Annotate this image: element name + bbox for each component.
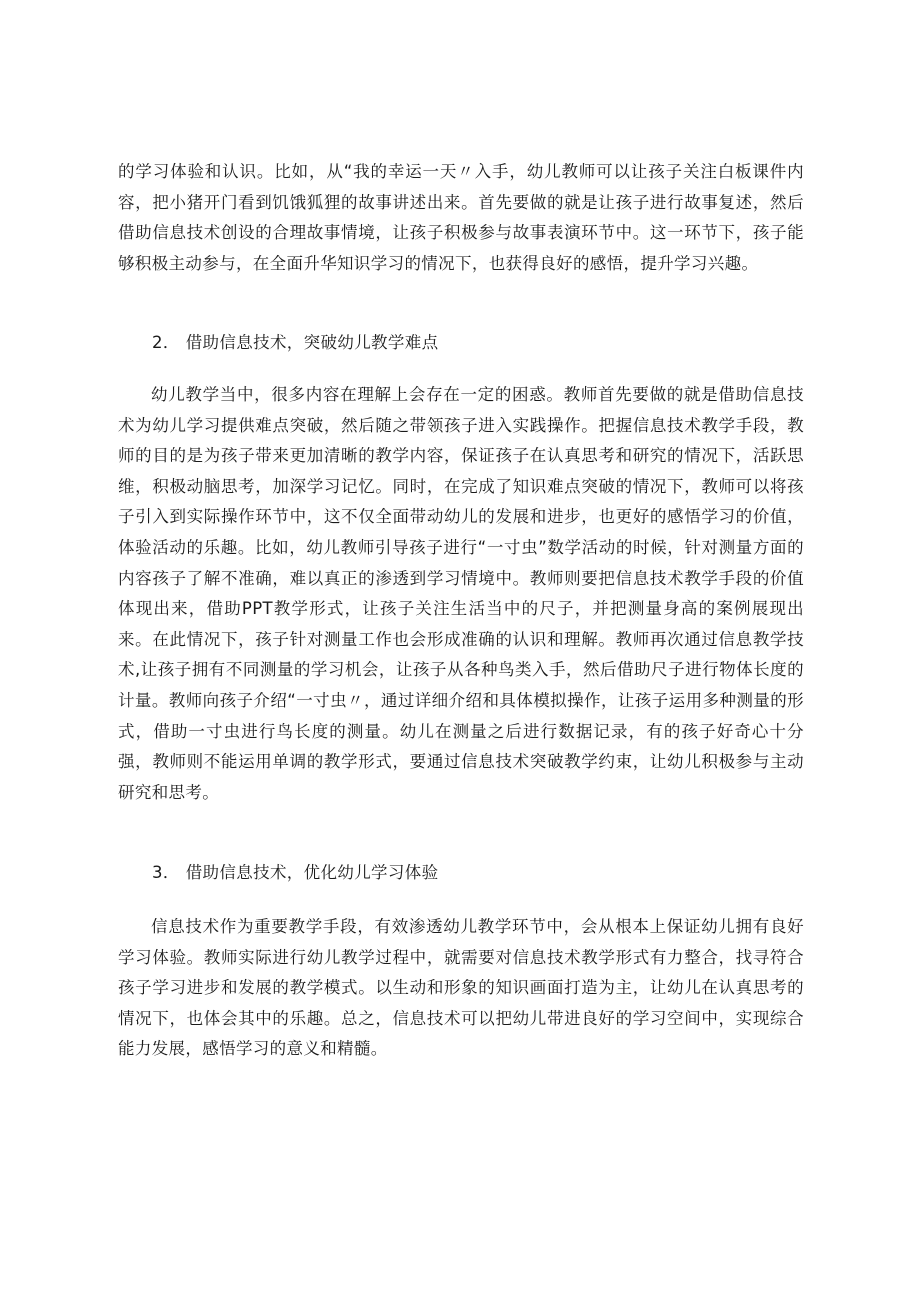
section-2-number: 2． [152, 333, 180, 352]
section-3-number: 3． [152, 863, 180, 882]
section-2-title: 借助信息技术，突破幼儿教学难点 [185, 333, 439, 352]
section-3-heading [152, 858, 438, 888]
section-3-title: 借助信息技术，优化幼儿学习体验 [185, 863, 439, 882]
section-2-paragraph: 幼儿教学当中，很多内容在理解上会存在一定的困惑。教师首先要做的就是借助信息技术为幼儿学习提供难点突破，然后随之带领孩子进入实践操作。把握信息技术教学手段，教师的目的是为孩子带来更加清晰的教学内容，保证孩子在认真思考和研究的情况下，活跃思维，积极动脑思考，加深学习记忆。同时，在完成了知识难点突破的情况下，教师可以将孩子引入到实际操作环节中，这不仅全面带动幼儿的发展和进步，也更好的感悟学习的价值，体验活动的乐趣。比如，幼儿教师引导孩子进行“一寸虫”数学活动的时候，针对测量方面的内容孩子了解不准确，难以真正的渗透到学习情境中。教师则要把信息技术教学手段的价值体现出来，借助PPT教学形式，让孩子关注生活当中的尺子，并把测量身高的案例展现出来。在此情况下，孩子针对测量工作也会形成准确的认识和理解。教师再次通过信息教学技术,让孩子拥有不同测量的学习机会，让孩子从各种鸟类入手，然后借助尺子进行物体长度的计量。教师向孩子介绍“一寸虫〃，通过详细介绍和具体模拟操作，让孩子运用多种测量的形式，借助一寸虫进行鸟长度的测量。幼儿在测量之后进行数据记录，有的孩子好奇心十分强，教师则不能运用单调的教学形式，要通过信息技术突破教学约束，让幼儿积极参与主动研究和思考。 [118, 385, 804, 802]
section-3-paragraph: 信息技术作为重要教学手段，有效渗透幼儿教学环节中，会从根本上保证幼儿拥有良好学习体验。教师实际进行幼儿教学过程中，就需要对信息技术教学形式有力整合，找寻符合孩子学习进步和发展的教学模式。以生动和形象的知识画面打造为主，让幼儿在认真思考的情况下，也体会其中的乐趣。总之，信息技术可以把幼儿带进良好的学习空间中，实现综合能力发展，感悟学习的意义和精髓。 [118, 917, 804, 1059]
section-2-heading [152, 328, 438, 358]
intro-paragraph: 的学习体验和认识。比如，从“我的幸运一天〃入手，幼儿教师可以让孩子关注白板课件内容，把小猪开门看到饥饿狐狸的故事讲述出来。首先要做的就是让孩子进行故事复述，然后借助信息技术创设的合理故事情境，让孩子积极参与故事表演环节中。这一环节下，孩子能够积极主动参与，在全面升华知识学习的情况下，也获得良好的感悟，提升学习兴趣。 [118, 162, 804, 273]
